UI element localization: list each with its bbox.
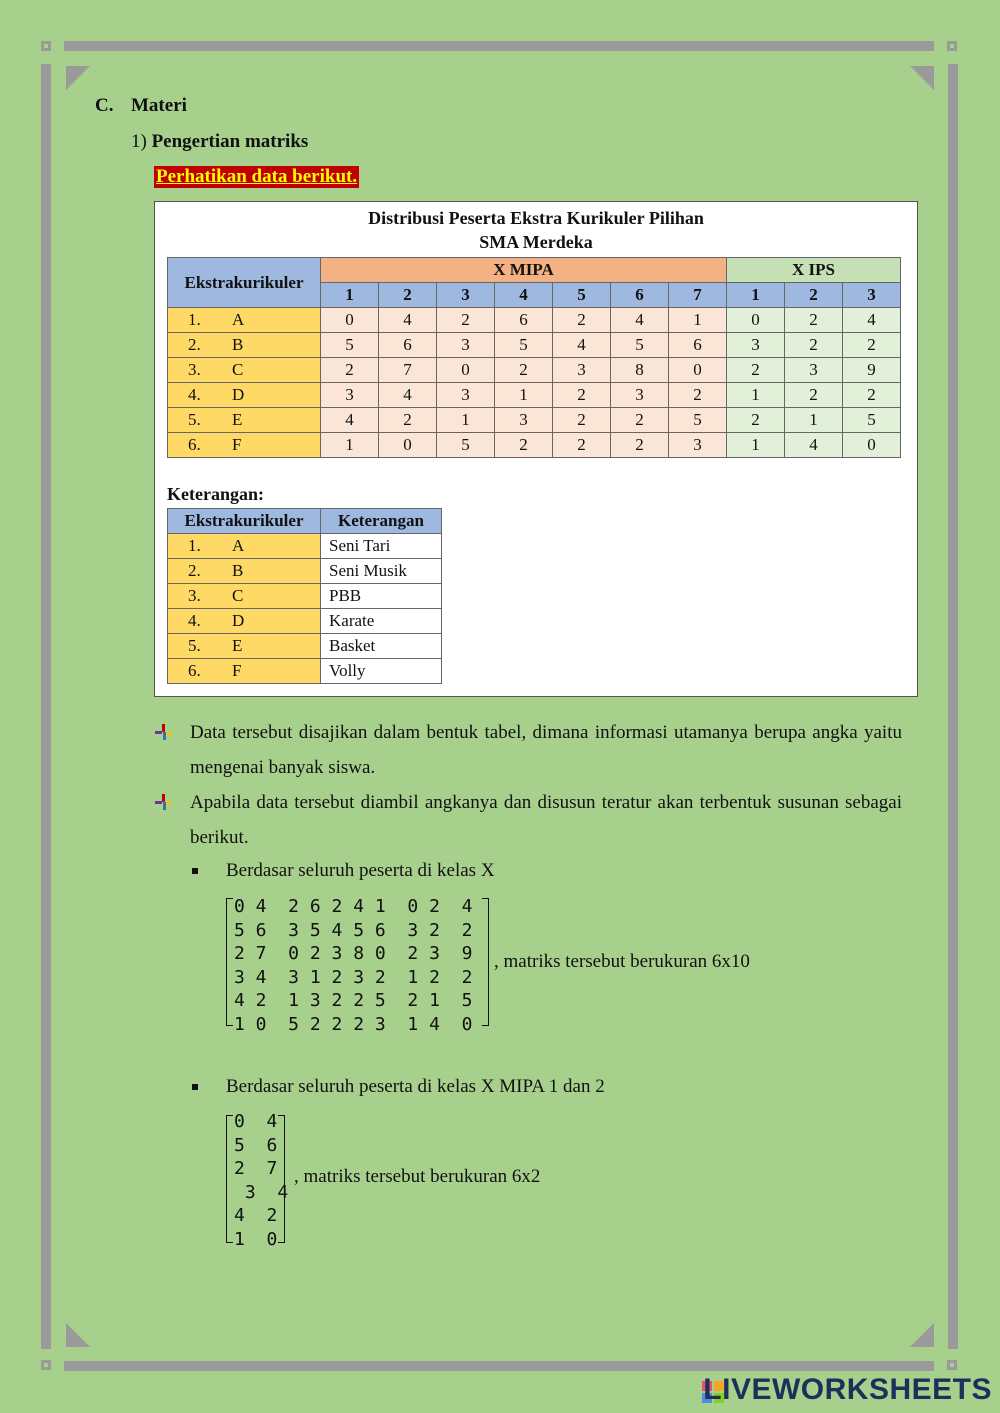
row-letter: C	[232, 360, 244, 379]
matrix-6x10	[234, 895, 472, 1036]
ket-description: Basket	[321, 634, 442, 659]
ips-cell: 2	[843, 333, 901, 358]
table-row	[168, 433, 901, 458]
mipa-cell: 3	[437, 383, 495, 408]
mipa-cell: 3	[437, 333, 495, 358]
mipa-column-number: 5	[553, 283, 611, 308]
matrix1-row: 2 7 0 2 3 8 0 2 3 9	[234, 943, 473, 964]
matrix1-row: 1 0 5 2 2 2 3 1 4 0	[234, 1013, 473, 1035]
matrix2-caption: , matriks tersebut berukuran 6x2	[294, 1166, 541, 1187]
ips-cell: 2	[727, 408, 785, 433]
mipa-cell: 3	[611, 383, 669, 408]
mipa-cell: 3	[495, 408, 553, 433]
row-number: 1.	[188, 310, 201, 329]
bullet-text-1: Data tersebut disajikan dalam bentuk tabel, dimana informasi utamanya berupa angka yaitu mengenai banyak siswa.	[190, 722, 902, 778]
table-body	[168, 308, 901, 458]
ips-cell: 2	[785, 308, 843, 333]
row-letter: B	[232, 335, 244, 354]
matrix2-row: 4 2	[234, 1205, 278, 1226]
header-x-mipa: X MIPA	[321, 258, 727, 283]
mipa-cell: 2	[379, 408, 437, 433]
row-letter: F	[232, 435, 242, 454]
ips-cell: 2	[785, 383, 843, 408]
matrix2-row: 1 0	[234, 1228, 278, 1250]
matrix1-row: 0 4 2 6 2 4 1 0 2 4	[234, 896, 473, 917]
ips-column-number: 1	[727, 283, 785, 308]
row-letter: D	[232, 385, 245, 404]
frame-left-bar	[41, 64, 51, 1349]
mipa-cell: 4	[553, 333, 611, 358]
ips-column-number: 2	[785, 283, 843, 308]
ket-row-number: 4.	[188, 611, 201, 630]
matrix1-caption: , matriks tersebut berukuran 6x10	[494, 951, 750, 972]
mipa-cell: 2	[495, 433, 553, 458]
mipa-cell: 4	[379, 383, 437, 408]
matrix1-row: 3 4 3 1 2 3 2 1 2 2	[234, 966, 473, 988]
ips-cell: 4	[843, 308, 901, 333]
mipa-cell: 4	[611, 308, 669, 333]
ket-row-label	[168, 534, 321, 559]
ket-row-letter: B	[232, 561, 244, 580]
keterangan-title: Keterangan:	[167, 484, 264, 504]
ket-row-number: 5.	[188, 636, 201, 655]
section-title: Materi	[131, 95, 187, 116]
liveworksheets-logo[interactable]: LIVEWORKSHEETS	[703, 1373, 992, 1406]
row-label	[168, 308, 321, 333]
row-letter: E	[232, 410, 243, 429]
ips-cell: 3	[727, 333, 785, 358]
ket-row-label	[168, 559, 321, 584]
keterangan-row	[168, 559, 442, 584]
row-label	[168, 383, 321, 408]
header-x-ips: X IPS	[727, 258, 901, 283]
ips-cell: 0	[727, 308, 785, 333]
header-ekstrakurikuler: Ekstrakurikuler	[168, 258, 321, 308]
mipa-cell: 2	[553, 383, 611, 408]
mipa-cell: 2	[495, 358, 553, 383]
row-label	[168, 433, 321, 458]
table-row	[168, 333, 901, 358]
mipa-column-number: 2	[379, 283, 437, 308]
frame-triangle-bl	[66, 1323, 90, 1347]
matrix2-row: 0 4	[234, 1111, 278, 1132]
ket-row-number: 6.	[188, 661, 201, 680]
ips-cell: 0	[843, 433, 901, 458]
ket-row-letter: A	[232, 536, 245, 555]
mipa-column-number: 4	[495, 283, 553, 308]
section-heading	[95, 95, 187, 117]
row-label	[168, 333, 321, 358]
table-row	[168, 308, 901, 333]
mipa-cell: 0	[379, 433, 437, 458]
matrix2-row: 5 6	[234, 1134, 278, 1156]
subsection-heading	[131, 131, 308, 153]
ket-row-label	[168, 659, 321, 684]
mipa-column-number: 1	[321, 283, 379, 308]
matrix1-row: 4 2 1 3 2 2 5 2 1 5	[234, 990, 473, 1011]
data-table-box	[154, 201, 918, 697]
table-row	[168, 408, 901, 433]
ips-cell: 1	[785, 408, 843, 433]
table-title-line2: SMA Merdeka	[479, 232, 593, 252]
ket-description: Seni Tari	[321, 534, 442, 559]
mipa-cell: 3	[669, 433, 727, 458]
keterangan-row	[168, 534, 442, 559]
mipa-cell: 5	[669, 408, 727, 433]
mipa-cell: 2	[611, 408, 669, 433]
ips-cell: 4	[785, 433, 843, 458]
mipa-column-number: 3	[437, 283, 495, 308]
sub1-text: Berdasar seluruh peserta di kelas X	[226, 860, 495, 881]
frame-triangle-tl	[66, 66, 90, 90]
ket-row-letter: F	[232, 661, 242, 680]
ket-description: Karate	[321, 609, 442, 634]
mipa-cell: 4	[379, 308, 437, 333]
row-number: 5.	[188, 410, 201, 429]
ket-row-number: 1.	[188, 536, 201, 555]
ket-row-letter: D	[232, 611, 245, 630]
frame-corner-tl	[41, 41, 51, 51]
mipa-cell: 6	[495, 308, 553, 333]
sub2-text: Berdasar seluruh peserta di kelas X MIPA 1 dan 2	[226, 1076, 605, 1097]
mipa-cell: 3	[321, 383, 379, 408]
mipa-cell: 2	[321, 358, 379, 383]
ket-row-letter: E	[232, 636, 243, 655]
matrix2-row: 3 4	[234, 1181, 289, 1203]
frame-top-bar	[64, 41, 934, 51]
mipa-cell: 5	[321, 333, 379, 358]
matrix1-left-bracket	[226, 898, 233, 1026]
square-bullet-icon	[192, 868, 198, 874]
ket-description: Seni Musik	[321, 559, 442, 584]
table-row	[168, 383, 901, 408]
matrix2-row: 2 7	[234, 1158, 278, 1179]
distribution-table	[167, 257, 901, 458]
keterangan-row	[168, 659, 442, 684]
ket-row-label	[168, 609, 321, 634]
frame-triangle-tr	[910, 66, 934, 90]
ips-cell: 2	[843, 383, 901, 408]
table-row	[168, 358, 901, 383]
square-bullet-icon	[192, 1084, 198, 1090]
ket-row-letter: C	[232, 586, 244, 605]
mipa-cell: 1	[437, 408, 495, 433]
mipa-cell: 5	[437, 433, 495, 458]
mipa-cell: 1	[669, 308, 727, 333]
mipa-cell: 2	[669, 383, 727, 408]
ket-header-ekstrakurikuler: Ekstrakurikuler	[168, 509, 321, 534]
mipa-cell: 2	[553, 408, 611, 433]
mipa-cell: 1	[321, 433, 379, 458]
row-number: 6.	[188, 435, 201, 454]
frame-corner-bl	[41, 1360, 51, 1370]
frame-corner-tr	[947, 41, 957, 51]
section-number: C.	[95, 95, 114, 116]
ket-description: PBB	[321, 584, 442, 609]
frame-right-bar	[948, 64, 958, 1349]
frame-bottom-bar	[64, 1361, 934, 1371]
mipa-cell: 8	[611, 358, 669, 383]
mipa-column-number: 7	[669, 283, 727, 308]
mipa-cell: 6	[669, 333, 727, 358]
bullet-arrow-icon	[155, 794, 171, 810]
frame-corner-br	[947, 1360, 957, 1370]
subsection-title: Pengertian matriks	[151, 131, 309, 152]
mipa-cell: 2	[437, 308, 495, 333]
mipa-cell: 2	[553, 308, 611, 333]
highlight-instruction: Perhatikan data berikut.	[156, 166, 358, 187]
mipa-cell: 0	[669, 358, 727, 383]
mipa-cell: 2	[553, 433, 611, 458]
row-label	[168, 358, 321, 383]
ket-row-number: 3.	[188, 586, 201, 605]
row-number: 3.	[188, 360, 201, 379]
keterangan-body	[168, 534, 442, 684]
ket-header-keterangan: Keterangan	[321, 509, 442, 534]
bullet-arrow-icon	[155, 724, 171, 740]
keterangan-row	[168, 634, 442, 659]
ips-cell: 2	[785, 333, 843, 358]
row-number: 2.	[188, 335, 201, 354]
keterangan-row	[168, 584, 442, 609]
mipa-cell: 5	[611, 333, 669, 358]
mipa-cell: 1	[495, 383, 553, 408]
mipa-cell: 7	[379, 358, 437, 383]
subsection-number: 1)	[131, 131, 147, 152]
mipa-cell: 5	[495, 333, 553, 358]
mipa-cell: 4	[321, 408, 379, 433]
row-number: 4.	[188, 385, 201, 404]
row-label	[168, 408, 321, 433]
frame-triangle-br	[910, 1323, 934, 1347]
mipa-cell: 3	[553, 358, 611, 383]
ips-cell: 1	[727, 383, 785, 408]
matrix1-right-bracket	[482, 898, 489, 1026]
keterangan-row	[168, 609, 442, 634]
ips-cell: 2	[727, 358, 785, 383]
ips-cell: 9	[843, 358, 901, 383]
table-title-line1: Distribusi Peserta Ekstra Kurikuler Pilihan	[368, 208, 704, 228]
mipa-cell: 0	[437, 358, 495, 383]
ket-row-label	[168, 584, 321, 609]
ket-description: Volly	[321, 659, 442, 684]
mipa-cell: 2	[611, 433, 669, 458]
matrix2-right-bracket	[278, 1115, 285, 1243]
ips-column-number: 3	[843, 283, 901, 308]
keterangan-table	[167, 508, 442, 684]
bullet-text-2: Apabila data tersebut diambil angkanya dan disusun teratur akan terbentuk susunan sebagai berikut.	[190, 792, 902, 848]
mipa-column-number: 6	[611, 283, 669, 308]
ket-row-number: 2.	[188, 561, 201, 580]
ket-row-label	[168, 634, 321, 659]
row-letter: A	[232, 310, 245, 329]
mipa-cell: 6	[379, 333, 437, 358]
matrix1-row: 5 6 3 5 4 5 6 3 2 2	[234, 919, 473, 941]
ips-cell: 3	[785, 358, 843, 383]
ips-cell: 1	[727, 433, 785, 458]
mipa-cell: 0	[321, 308, 379, 333]
ips-cell: 5	[843, 408, 901, 433]
matrix2-left-bracket	[226, 1115, 233, 1243]
